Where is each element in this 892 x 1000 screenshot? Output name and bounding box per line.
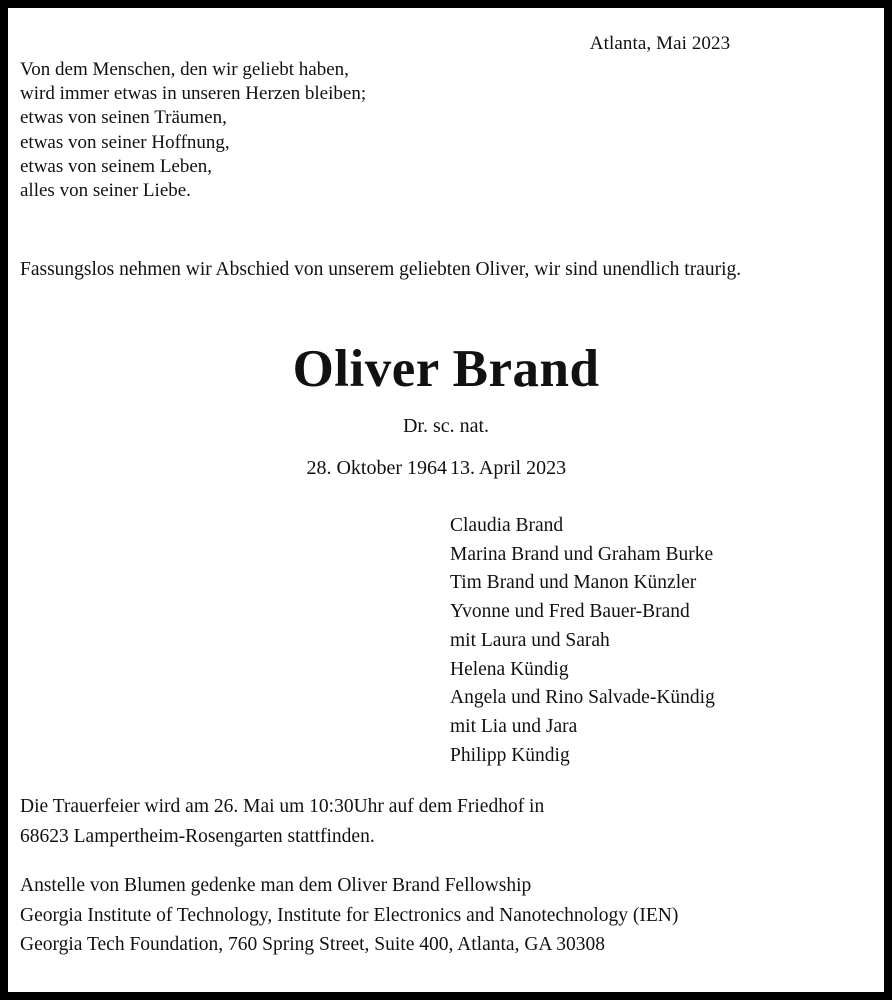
poem-line: etwas von seinen Träumen,: [20, 107, 227, 129]
intro-paragraph: Fassungslos nehmen wir Abschied von unserem geliebten Oliver, wir sind unendlich traurig.: [20, 259, 742, 280]
deceased-academic-title: Dr. sc. nat.: [402, 415, 490, 437]
notice-inner-frame: [8, 8, 884, 992]
death-date: 13. April 2023: [450, 457, 567, 479]
place-and-date: Atlanta, Mai 2023: [589, 33, 731, 54]
survivor-line: Helena Kündig: [450, 658, 569, 680]
poem-line: etwas von seiner Hoffnung,: [20, 131, 230, 153]
poem-line: Von dem Menschen, den wir geliebt haben,: [20, 59, 349, 80]
donation-line: Georgia Institute of Technology, Institute for Electronics and Nanotechnology (IEN): [20, 904, 679, 926]
poem-line: alles von seiner Liebe.: [20, 180, 191, 202]
survivor-line: Marina Brand und Graham Burke: [450, 543, 714, 565]
service-line: 68623 Lampertheim-Rosengarten stattfinden.: [20, 825, 375, 847]
survivor-line: mit Lia und Jara: [450, 715, 578, 737]
memorial-poem: [20, 58, 580, 203]
poem-line: wird immer etwas in unseren Herzen bleiben;: [20, 83, 367, 105]
survivor-line: mit Laura und Sarah: [450, 629, 610, 651]
notice-content: [10, 10, 882, 990]
donation-line: Georgia Tech Foundation, 760 Spring Street, Suite 400, Atlanta, GA 30308: [20, 934, 606, 955]
life-dates: [10, 454, 882, 482]
survivor-line: Tim Brand und Manon Künzler: [450, 572, 697, 594]
survivor-line: Philipp Kündig: [450, 744, 570, 766]
donations-info: [20, 871, 860, 960]
service-line: Die Trauerfeier wird am 26. Mai um 10:30Uhr auf dem Friedhof in: [20, 796, 545, 817]
survivor-line: Angela und Rino Salvade-Kündig: [450, 687, 715, 709]
survivors-list: [450, 512, 715, 770]
survivor-line: Yvonne und Fred Bauer-Brand: [450, 601, 690, 623]
birth-date: 28. Oktober 1964: [306, 457, 447, 479]
survivor-line: Claudia Brand: [450, 515, 564, 536]
poem-line: etwas von seinem Leben,: [20, 155, 213, 177]
funeral-service-info: [20, 792, 850, 851]
donation-line: Anstelle von Blumen gedenke man dem Oliver Brand Fellowship: [20, 875, 532, 896]
deceased-name: Oliver Brand: [292, 340, 600, 398]
